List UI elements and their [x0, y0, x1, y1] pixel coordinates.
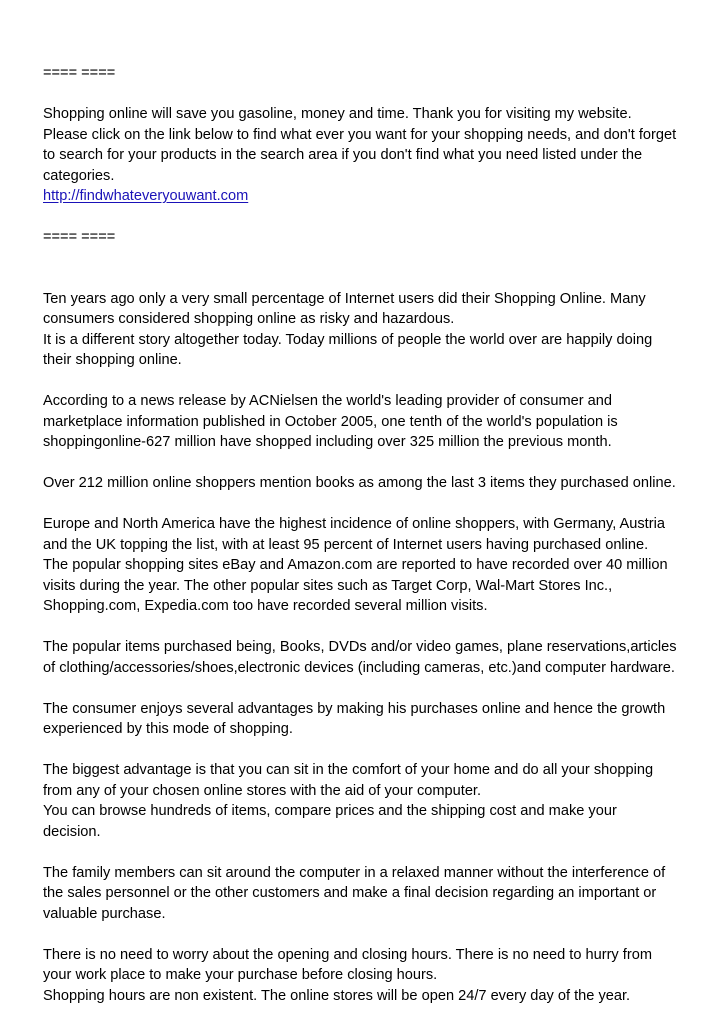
body-paragraph	[43, 699, 703, 740]
paragraph-line: The biggest advantage is that you can sit in the comfort of your home and do all your shopping	[43, 762, 654, 778]
paragraph-line: The popular shopping sites eBay and Amazon.com are reported to have recorded over 40 million	[43, 557, 668, 573]
intro-line: Shopping online will save you gasoline, money and time. Thank you for visiting my website.	[43, 106, 632, 122]
paragraph-line: experienced by this mode of shopping.	[43, 721, 293, 737]
spacer	[43, 678, 703, 699]
paragraph-line: The family members can sit around the computer in a relaxed manner without the interference of	[43, 864, 666, 881]
intro-paragraph	[43, 104, 703, 207]
spacer	[43, 248, 703, 289]
paragraph-line: of clothing/accessories/shoes,electronic devices (including cameras, etc.)and computer hardware.	[43, 659, 675, 676]
paragraph-line: Shopping.com, Expedia.com too have recorded several million visits.	[43, 598, 488, 614]
paragraph-line: visits during the year. The other popular sites such as Target Corp, Wal-Mart Stores Inc.,	[43, 577, 613, 594]
paragraph-line: The popular items purchased being, Books, DVDs and/or video games, plane reservations,articles	[43, 639, 677, 655]
spacer	[43, 494, 703, 515]
body-paragraph	[43, 289, 703, 371]
paragraph-line: your work place to make your purchase before closing hours.	[43, 967, 438, 983]
spacer	[43, 453, 703, 474]
spacer	[43, 842, 703, 863]
paragraph-line: valuable purchase.	[43, 905, 166, 922]
paragraph-line: Shopping hours are non existent. The online stores will be open 24/7 every day of the year.	[43, 987, 631, 1004]
paragraph-line: Over 212 million online shoppers mention books as among the last 3 items they purchased online.	[43, 475, 676, 491]
paragraph-line: from any of your chosen online stores with the aid of your computer.	[43, 782, 482, 799]
website-link[interactable]: http://findwhateveryouwant.com	[43, 188, 249, 204]
spacer	[43, 740, 703, 761]
spacer	[43, 84, 703, 105]
intro-line: categories.	[43, 167, 115, 184]
spacer	[43, 617, 703, 638]
spacer	[43, 207, 703, 228]
paragraph-line: shoppingonline-627 million have shopped including over 325 million the previous month.	[43, 434, 612, 450]
paragraph-line: their shopping online.	[43, 352, 182, 368]
body-paragraph	[43, 473, 703, 494]
intro-line: to search for your products in the search area if you don't find what you need listed under the	[43, 147, 643, 163]
body-paragraph	[43, 760, 703, 842]
paragraph-line: According to a news release by ACNielsen the world's leading provider of consumer and	[43, 393, 613, 409]
document-page	[43, 63, 703, 1006]
body-paragraph	[43, 637, 703, 678]
separator-bottom: ==== ====	[43, 229, 116, 245]
paragraph-line: Europe and North America have the highest incidence of online shoppers, with Germany, Austria	[43, 516, 665, 532]
separator-top: ==== ====	[43, 65, 116, 81]
paragraph-line: and the UK topping the list, with at least 95 percent of Internet users having purchased online.	[43, 536, 649, 553]
paragraph-line: The consumer enjoys several advantages by making his purchases online and hence the growth	[43, 700, 666, 717]
paragraph-line: decision.	[43, 823, 101, 840]
intro-line: Please click on the link below to find what ever you want for your shopping needs, and don't forget	[43, 126, 677, 143]
paragraph-line: marketplace information published in October 2005, one tenth of the world's population is	[43, 413, 618, 430]
body-paragraph	[43, 863, 703, 925]
body-paragraph	[43, 391, 703, 453]
spacer	[43, 924, 703, 945]
paragraph-line: It is a different story altogether today. Today millions of people the world over are happily doing	[43, 331, 653, 348]
paragraph-line: the sales personnel or the other customers and make a final decision regarding an important or	[43, 885, 657, 901]
spacer	[43, 371, 703, 392]
paragraph-line: There is no need to worry about the opening and closing hours. There is no need to hurry from	[43, 946, 652, 963]
paragraph-line: consumers considered shopping online as risky and hazardous.	[43, 311, 455, 327]
paragraph-line: You can browse hundreds of items, compare prices and the shipping cost and make your	[43, 803, 617, 819]
body-paragraph	[43, 514, 703, 617]
paragraph-line: Ten years ago only a very small percentage of Internet users did their Shopping Online. Many	[43, 290, 646, 307]
body-paragraph	[43, 945, 703, 1007]
